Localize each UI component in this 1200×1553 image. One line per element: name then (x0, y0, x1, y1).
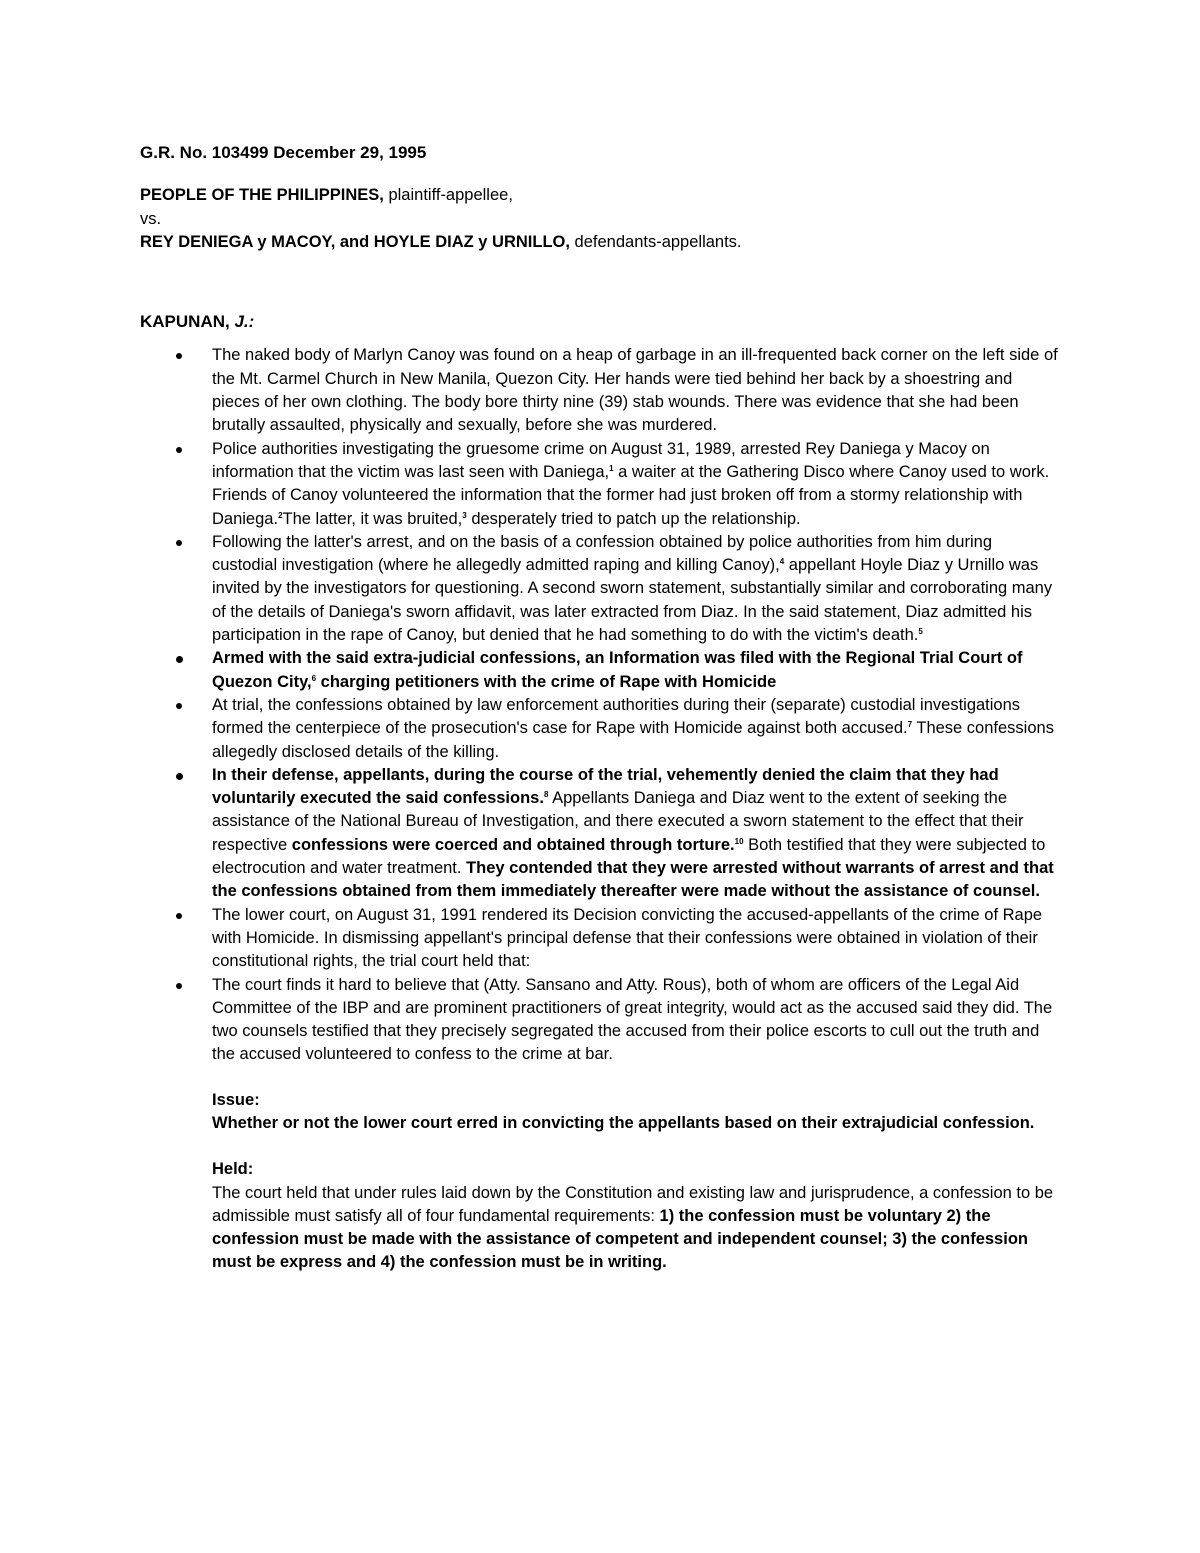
bullet-icon (176, 983, 182, 989)
held-section (140, 1158, 1060, 1274)
fact-text: Police authorities investigating the gruesome crime on August 31, 1989, arrested Rey Daniega y Macoy on information that the victim was last seen with Daniega, (212, 439, 990, 481)
bullet-icon (176, 773, 183, 780)
list-item (140, 974, 1060, 1067)
bullet-icon (176, 447, 182, 453)
footnote-ref[interactable]: 7 (907, 720, 913, 730)
ponente-suffix: J.: (234, 312, 255, 332)
issue-section (140, 1089, 1060, 1136)
case-digest (140, 141, 1060, 1275)
issue-text: Whether or not the lower court erred in convicting the appellants based on their extrajudicial confession. (212, 1113, 1035, 1132)
case-title: G.R. No. 103499 December 29, 1995 (140, 143, 427, 162)
fact-text: desperately tried to patch up the relationship. (466, 509, 801, 528)
defendant-role: defendants-appellants. (569, 232, 742, 251)
fact-text: These confessions allegedly disclosed details of the killing. (212, 719, 1054, 761)
plaintiff-role: plaintiff-appellee, (383, 186, 513, 205)
defendant-line (140, 231, 1060, 254)
fact-text: The latter, it was bruited, (282, 509, 463, 528)
defense-text: Appellants Daniega and Diaz went to the extent of seeking the assistance of the National Bureau of Investigation, and there executed a sworn statement to the effect that their respective (212, 789, 1024, 854)
footnote-ref[interactable]: 5 (918, 627, 923, 637)
bullet-icon (176, 703, 182, 709)
defense-text: They contended that they were arrested without warrants of arrest and that the confessions obtained from them immediately thereafter were made without the assistance of counsel. (212, 859, 1054, 901)
footnote-ref[interactable]: 4 (779, 557, 785, 567)
ponente-name: KAPUNAN, (140, 312, 235, 332)
list-item (140, 344, 1060, 437)
footnote-ref[interactable]: 1 (609, 463, 614, 473)
held-text-plain: The court held that under rules laid down by the Constitution and existing law and jurisprudence, a confession to be admissible must satisfy all of four fundamental requirements: (212, 1183, 1054, 1225)
held-heading: Held: (212, 1160, 254, 1179)
defense-text: Both testified that they were subjected to electrocution and water treatment. (212, 835, 1046, 878)
defense-text: The lower court, on August 31, 1991 rendered its Decision convicting the accused-appellants of the crime of Rape with Homicide. In dismissing appellant's principal defense that their confessions were obtained in violation of their constitutional rights, the trial court held that: (212, 905, 1043, 971)
bullet-icon (176, 353, 182, 359)
plaintiff-line (140, 184, 1060, 207)
bullet-icon (176, 540, 182, 546)
held-text-requirements: 1) the confession must be voluntary 2) the confession must be made with the assistance of competent and independent counsel; 3) the confession must be express and 4) the confession must be in writing. (212, 1206, 1028, 1272)
defense-text: confessions were coerced and obtained through torture. (291, 835, 735, 854)
defense-list (140, 764, 1060, 1067)
fact-text: The naked body of Marlyn Canoy was found on a heap of garbage in an ill-frequented back corner on the left side of the Mt. Carmel Church in New Manila, Quezon City. Her hands were tied behind her back by a shoestring and pieces of her own clothing. The body bore thirty nine (39) stab wounds. There was evidence that she had been brutally assaulted, physically and sexually, before she was murdered. (212, 346, 1058, 435)
issue-heading: Issue: (212, 1090, 260, 1109)
defendant-name: REY DENIEGA y MACOY, and HOYLE DIAZ y URNILLO, (140, 232, 570, 251)
case-parties (140, 184, 1060, 254)
ponente (140, 310, 1060, 333)
footnote-ref[interactable]: 8 (543, 790, 549, 800)
list-item (140, 647, 1060, 694)
defense-text: In their defense, appellants, during the course of the trial, vehemently denied the claim that they had voluntarily executed the said confessions. (212, 765, 999, 808)
footnote-ref[interactable]: 3 (462, 510, 467, 520)
fact-text: appellant Hoyle Diaz y Urnillo was invited by the investigators for questioning. A second sworn statement, substantially similar and corroborating many of the details of Daniega's sworn affidavit, was later extracted from Diaz. In the said statement, Diaz admitted his participation in the rape of Canoy, but denied that he had something to do with the victim's death. (212, 556, 1053, 645)
fact-text: At trial, the confessions obtained by law enforcement authorities during their (separate) custodial investigations formed the centerpiece of the prosecution's case for Rape with Homicide against both accused. (212, 695, 1021, 738)
fact-text: Armed with the said extra-judicial confessions, an Information was filed with the Regional Trial Court of Quezon City, (212, 649, 1023, 691)
footnote-ref[interactable]: 10 (734, 836, 744, 846)
fact-text: a waiter at the Gathering Disco where Canoy used to work. Friends of Canoy volunteered the information that the former had just broken off from a stormy relationship with Daniega. (212, 462, 1050, 528)
list-item (140, 531, 1060, 647)
fact-text: Following the latter's arrest, and on the basis of a confession obtained by police authorities from him during custodial investigation (where he allegedly admitted raping and killing Canoy), (212, 532, 992, 575)
defense-text: The court finds it hard to believe that (Atty. Sansano and Atty. Rous), both of whom are officers of the Legal Aid Committee of the IBP and are prominent practitioners of great integrity, would act as the accused said they did. The two counsels testified that they precisely segregated the accused from their police escorts to cull out the truth and the accused volunteered to confess to the crime at bar. (212, 975, 1053, 1064)
bullet-icon (176, 913, 182, 919)
facts-list (140, 344, 1060, 763)
list-item (140, 694, 1060, 764)
bullet-icon (176, 656, 183, 663)
footnote-ref[interactable]: 6 (311, 673, 317, 683)
versus-line: vs. (140, 209, 162, 228)
held-text (212, 1182, 1060, 1275)
fact-text: charging petitioners with the crime of Rape with Homicide (316, 672, 777, 691)
footnote-ref[interactable]: 2 (278, 510, 283, 520)
list-item (140, 764, 1060, 904)
list-item (140, 904, 1060, 974)
plaintiff-name: PEOPLE OF THE PHILIPPINES, (140, 186, 384, 205)
list-item (140, 438, 1060, 531)
